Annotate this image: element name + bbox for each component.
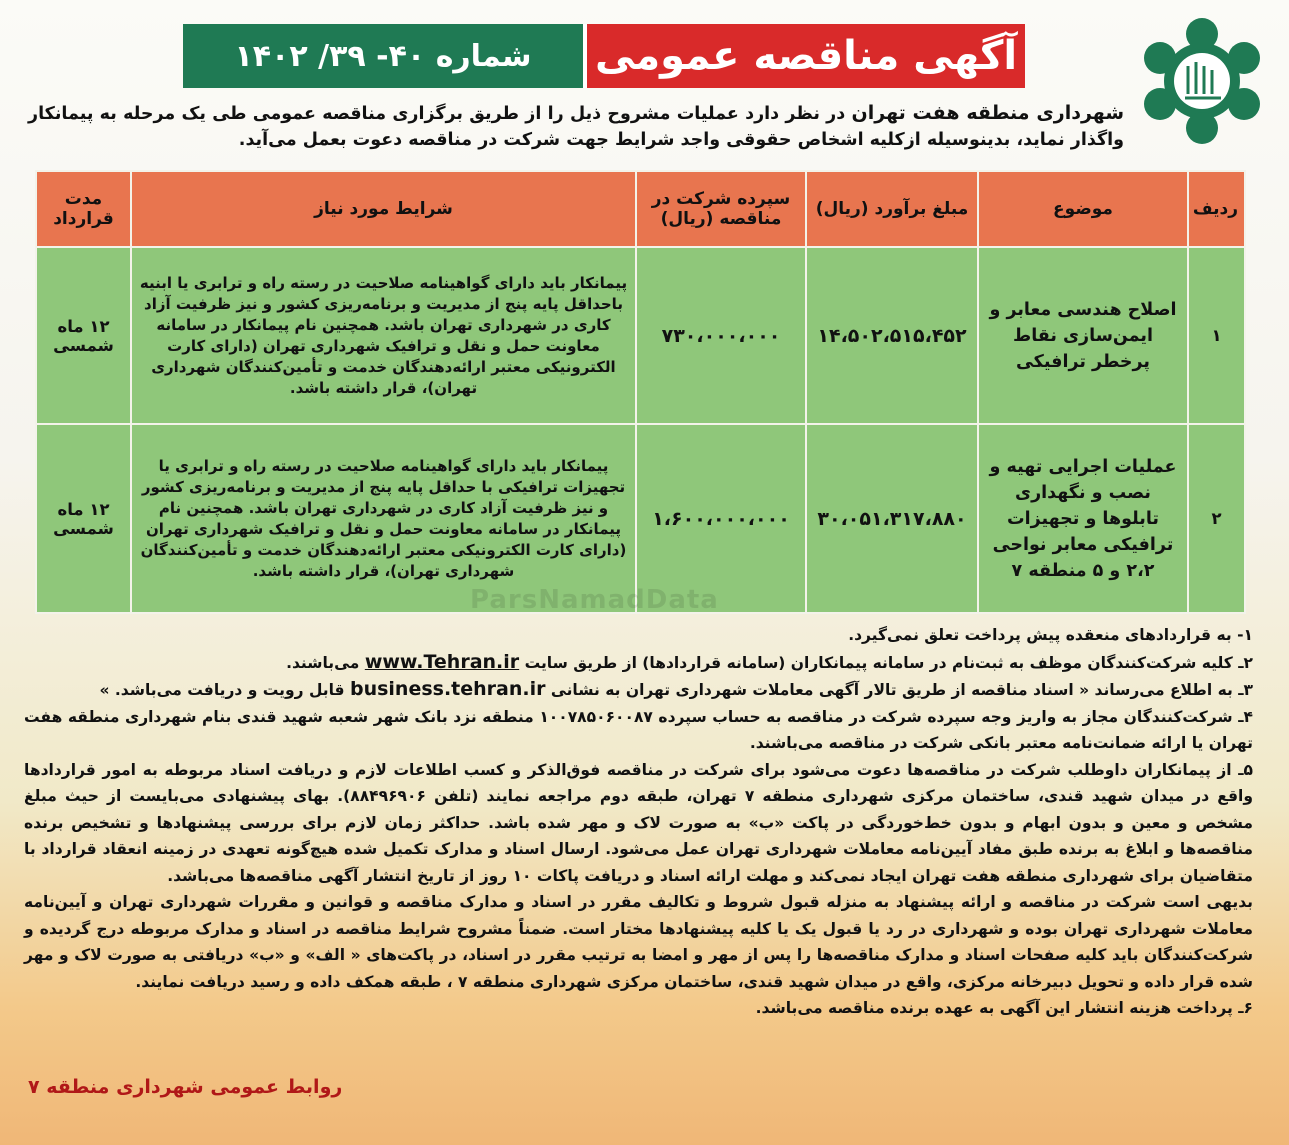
col-header-conditions: شرایط مورد نیاز — [131, 171, 636, 247]
note-5: ۵ـ از پیمانکاران داوطلب شرکت در مناقصه‌ها دعوت می‌شود برای شرکت در مناقصه فوق‌الذکر و کسب اطلاعات لازم و دریافت اسناد مربوطه به امور قراردادها واقع در میدان شهید قندی، ساختمان مرکزی شهرداری منطقه ۷ تهران، طبقه دوم مراجعه نمایند (تلفن ۸۸۴۹۶۹۰۶). بهای پیشنهادی می‌بایست از حیث مبلغ مشخص و معین و بدون ابهام و بدون خط‌خوردگی در پاکت «ب» به صورت لاک و مهر شده باشد. حداکثر زمان لازم برای بررسی پیشنهادها و تشخیص برنده مناقصه‌ها و ابلاغ به برنده طبق مفاد آیین‌نامه معاملات شهرداری تهران عمل می‌شود. ارسال اسناد و مدارک تکمیل شده هیچ‌گونه تعهدی در زمینه انعقاد قرارداد با متقاضیان برای شهرداری منطقه هفت تهران ایجاد نمی‌کند و مهلت ارائه اسناد و دریافت پاکات ۱۰ روز از تاریخ انتشار آگهی مناقصه‌ها می‌باشد. — [24, 760, 1253, 885]
note-3-suffix: قابل رویت و دریافت می‌باشد. » — [99, 681, 345, 699]
cell-deposit: ۷۳۰،۰۰۰،۰۰۰ — [636, 247, 806, 424]
public-relations-signature: روابط عمومی شهرداری منطقه ۷ — [28, 1076, 343, 1098]
note-2-suffix: می‌باشند. — [286, 653, 360, 672]
note-3-text: ۳ـ به اطلاع می‌رساند « اسناد مناقصه از طریق تالار آگهی معاملات شهرداری تهران به نشانی — [550, 681, 1253, 699]
cell-conditions: پیمانکار باید دارای گواهینامه صلاحیت در رسته راه و ترابری یا تجهیزات ترافیکی با حداقل پایه پنج از مدیریت و برنامه‌ریزی کشور و نیز ظرفیت آزاد کاری در شهرداری تهران باشد. همچنین نام پیمانکار در سامانه معاونت حمل و نقل و ترافیک شهرداری تهران (دارای کارت الکترونیکی معتبر ارائه‌دهندگان خدمت و تأمین‌کنندگان شهرداری تهران)، قرار داشته باشد. — [131, 424, 636, 613]
business-site-link[interactable]: business.tehran.ir — [349, 678, 546, 700]
tehran-site-link[interactable]: www.Tehran.ir — [364, 650, 520, 673]
tender-table — [35, 170, 1246, 614]
note-2 — [24, 649, 1253, 677]
col-header-deposit: سپرده شرکت در مناقصه (ریال) — [636, 171, 806, 247]
cell-row-number: ۲ — [1188, 424, 1245, 613]
cell-duration: ۱۲ ماه شمسی — [36, 424, 131, 613]
note-5-continued: بدیهی است شرکت در مناقصه و ارائه پیشنهاد به منزله قبول شروط و تکالیف مقرر در اسناد و مدارک مناقصه و قوانین و مقررات شهرداری تهران و آیین‌نامه معاملات شهرداری تهران بوده و شهرداری در رد یا قبول یک یا کلیه پیشنهادها مختار است. ضمناً مشروح شرایط مناقصه در اسناد و مدارک مربوطه درج گردیده و شرکت‌کنندگان باید کلیه صفحات اسناد و مدارک مناقصه‌ها را پس از مهر و امضا به ترتیب مقرر در اسناد، در پاکت‌های « الف» و «ب» دریافتی به صورت لاک و مهر شده قرار داده و تحویل دبیرخانه مرکزی، واقع در میدان شهید قندی، ساختمان مرکزی شهرداری منطقه ۷ ، طبقه همکف داده و رسید دریافت نمایند. — [24, 893, 1253, 991]
cell-deposit: ۱،۶۰۰،۰۰۰،۰۰۰ — [636, 424, 806, 613]
table-row — [36, 247, 1245, 424]
intro-text: در نظر دارد عملیات مشروح ذیل را از طریق برگزاری مناقصه عمومی طی یک مرحله به پیمانکار واگذار نماید، بدینوسیله ازکلیه اشخاص حقوقی واجد شرایط جهت شرکت در مناقصه دعوت بعمل می‌آید. — [28, 104, 1124, 150]
note-6: ۶ـ پرداخت هزینه انتشار این آگهی به عهده برنده مناقصه می‌باشد. — [755, 999, 1253, 1017]
col-header-duration: مدت قرارداد — [36, 171, 131, 247]
note-4: ۴ـ شرکت‌کنندگان مجاز به واریز وجه سپرده شرکت در مناقصه به حساب سپرده ۱۰۰۷۸۵۰۶۰۰۸۷ منطقه نزد بانک شهر شعبه شهید قندی بنام شهرداری منطقه هفت تهران یا ارائه ضمانت‌نامه معتبر بانکی شرکت در مناقصه می‌باشند. — [24, 707, 1253, 752]
watermark: ParsNamadData — [470, 585, 719, 615]
cell-estimate: ۳۰،۰۵۱،۳۱۷،۸۸۰ — [806, 424, 978, 613]
cell-estimate: ۱۴،۵۰۲،۵۱۵،۴۵۲ — [806, 247, 978, 424]
organization-name: شهرداری منطقه هفت تهران — [851, 102, 1124, 124]
cell-row-number: ۱ — [1188, 247, 1245, 424]
cell-duration: ۱۲ ماه شمسی — [36, 247, 131, 424]
cell-subject: عملیات اجرایی تهیه و نصب و نگهداری تابلوها و تجهیزات ترافیکی معابر نواحی ۲،۲ و ۵ منطقه ۷ — [978, 424, 1188, 613]
cell-subject: اصلاح هندسی معابر و ایمن‌سازی نقاط پرخطر ترافیکی — [978, 247, 1188, 424]
tender-number: شماره ۴۰- ۳۹/ ۱۴۰۲ — [183, 24, 583, 88]
header-banner — [183, 24, 1025, 88]
col-header-row-number: ردیف — [1188, 171, 1245, 247]
col-header-subject: موضوع — [978, 171, 1188, 247]
tehran-municipality-logo-icon — [1130, 16, 1275, 146]
table-header-row — [36, 171, 1245, 247]
note-3 — [24, 676, 1253, 704]
page-title: آگهی مناقصه عمومی — [583, 24, 1025, 88]
note-2-text: ۲ـ کلیه شرکت‌کنندگان موظف به ثبت‌نام در سامانه پیمانکاران (سامانه قراردادها) از طریق سایت — [524, 653, 1253, 672]
note-1: ۱- به قراردادهای منعقده پیش پرداخت تعلق نمی‌گیرد. — [848, 626, 1253, 644]
notes-section — [24, 622, 1253, 1022]
intro-paragraph — [28, 100, 1124, 153]
cell-conditions: پیمانکار باید دارای گواهینامه صلاحیت در رسته راه و ترابری یا ابنیه باحداقل پایه پنج از مدیریت و برنامه‌ریزی کشور و نیز ظرفیت آزاد کاری در شهرداری تهران باشد. همچنین نام پیمانکار در سامانه معاونت حمل و نقل و ترافیک شهرداری تهران (دارای کارت الکترونیکی معتبر ارائه‌دهندگان خدمت و تأمین‌کنندگان شهرداری تهران)، قرار داشته باشد. — [131, 247, 636, 424]
col-header-estimate: مبلغ برآورد (ریال) — [806, 171, 978, 247]
